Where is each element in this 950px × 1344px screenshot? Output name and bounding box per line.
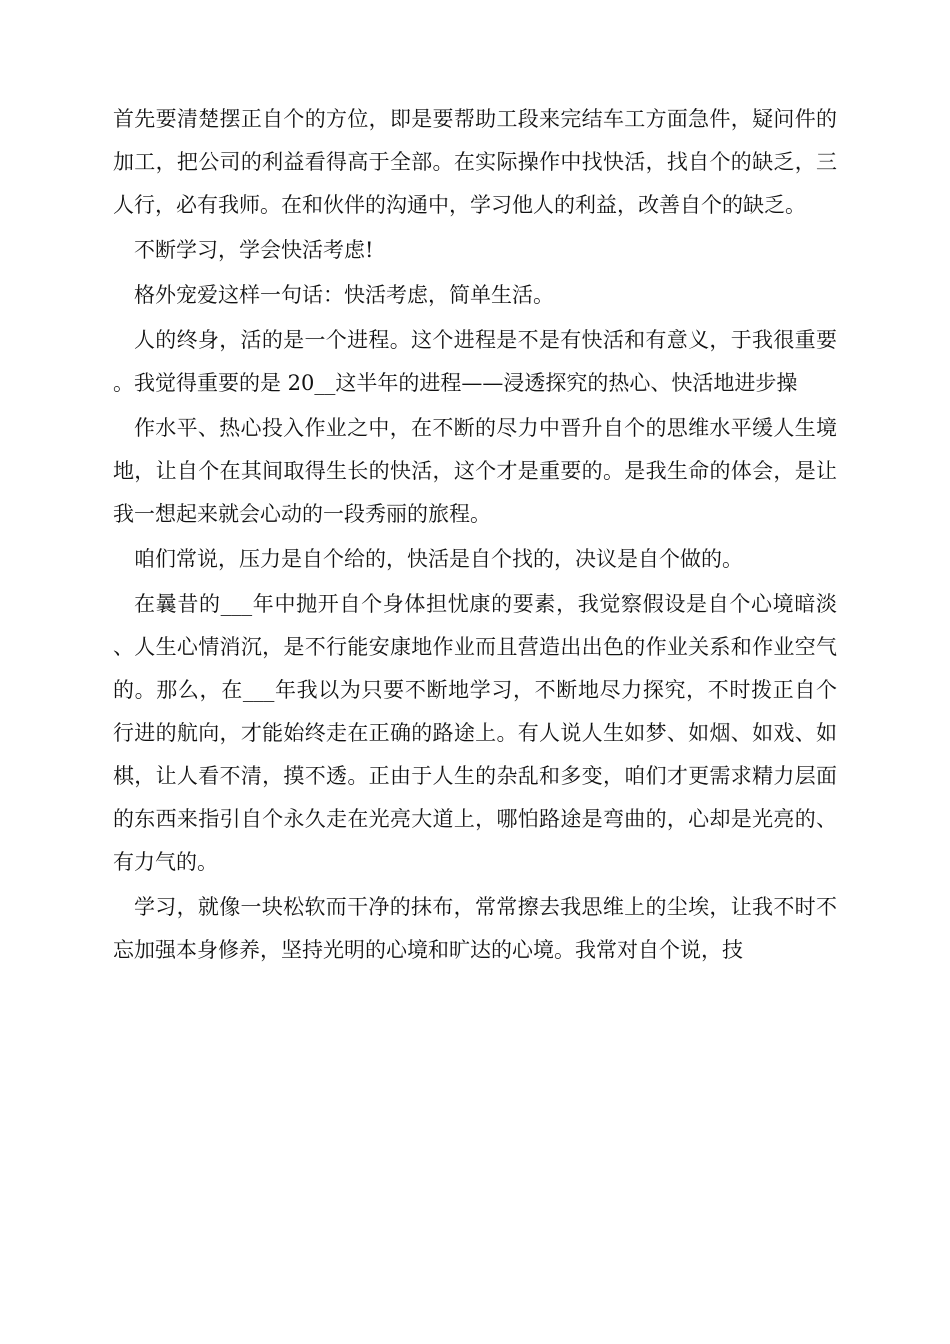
paragraph-3: 格外宠爱这样一句话：快活考虑，简单生活。 <box>134 283 554 307</box>
paragraph-4: 人的终身，活的是一个进程。这个进程是不是有快活和有意义，于我很重要。我觉得重要的是 20__这半年的进程——浸透探究的热心、快活地进步操 <box>113 328 837 395</box>
paragraph-2: 不断学习，学会快活考虑! <box>134 238 374 262</box>
paragraph-1: 首先要清楚摆正自个的方位，即是要帮助工段来完结车工方面急件，疑问件的加工，把公司的利益看得高于全部。在实际操作中找快活，找自个的缺乏，三人行，必有我师。在和伙伴的沟通中，学习他人的利益，改善自个的缺乏。 <box>113 107 837 217</box>
paragraph-5: 作水平、热心投入作业之中，在不断的尽力中晋升自个的思维水平缓人生境地，让自个在其间取得生长的快活，这个才是重要的。是我生命的体会，是让我一想起来就会心动的一段秀丽的旅程。 <box>113 416 837 526</box>
document-body <box>113 98 837 974</box>
paragraph-7: 在曩昔的___年中抛开自个身体担忧康的要素，我觉察假设是自个心境暗淡、人生心情消沉，是不行能安康地作业而且营造出出色的作业关系和作业空气的。那么，在___年我以为只要不断地学习，不断地尽力探究，不时拨正自个行进的航向，才能始终走在正确的路途上。有人说人生如梦、如烟、如戏、如棋，让人看不清，摸不透。正由于人生的杂乱和多变，咱们才更需求精力层面的东西来指引自个永久走在光亮大道上，哪怕路途是弯曲的，心却是光亮的、有力气的。 <box>113 592 837 874</box>
paragraph-6: 咱们常说，压力是自个给的，快活是自个找的，决议是自个做的。 <box>134 547 743 571</box>
paragraph-8: 学习，就像一块松软而干净的抹布，常常擦去我思维上的尘埃，让我不时不忘加强本身修养，坚持光明的心境和旷达的心境。我常对自个说，技 <box>113 895 837 962</box>
